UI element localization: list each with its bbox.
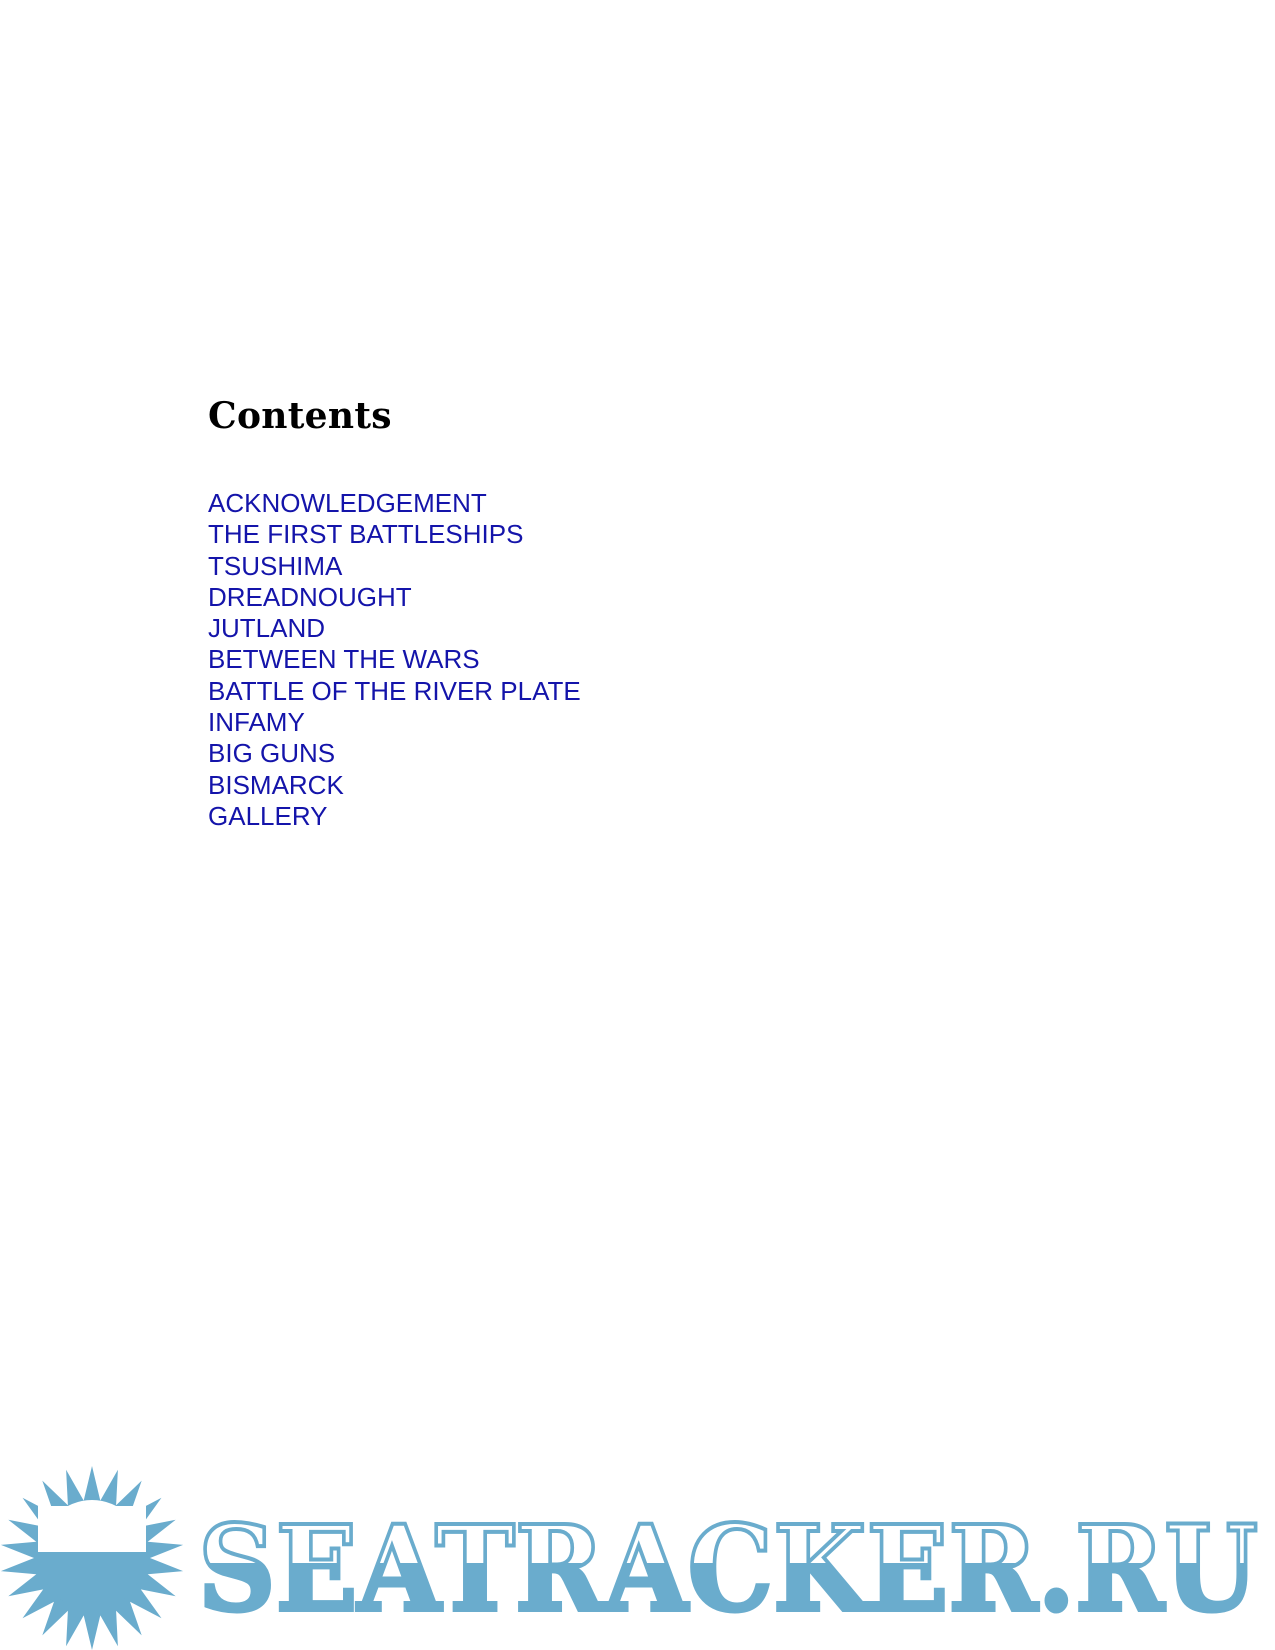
toc-item [208, 644, 581, 675]
toc-link-big-guns[interactable]: BIG GUNS [208, 738, 336, 769]
toc-item [208, 738, 581, 769]
toc-item [208, 707, 581, 738]
toc-item [208, 551, 581, 582]
toc-link-jutland[interactable]: JUTLAND [208, 613, 326, 644]
watermark-text: SEATRACKER.RU [198, 1499, 1258, 1638]
toc-link-between-the-wars[interactable]: BETWEEN THE WARS [208, 644, 480, 675]
toc-link-bismarck[interactable]: BISMARCK [208, 769, 344, 800]
toc-item [208, 488, 581, 519]
page-title: Contents [208, 395, 392, 437]
sun-icon [1, 1466, 183, 1650]
toc-link-acknowledgement[interactable]: ACKNOWLEDGEMENT [208, 488, 487, 518]
toc-item [208, 801, 581, 832]
toc-link-infamy[interactable]: INFAMY [208, 707, 305, 738]
table-of-contents [208, 488, 581, 832]
toc-link-tsushima[interactable]: TSUSHIMA [208, 550, 343, 581]
toc-item [208, 770, 581, 801]
toc-item [208, 582, 581, 613]
toc-item [208, 676, 581, 707]
toc-link-first-battleships[interactable]: THE FIRST BATTLESHIPS [208, 519, 524, 550]
toc-item [208, 613, 581, 644]
toc-link-river-plate[interactable]: BATTLE OF THE RIVER PLATE [208, 675, 581, 706]
toc-item [208, 519, 581, 550]
watermark-banner [0, 1458, 1275, 1650]
toc-link-dreadnought[interactable]: DREADNOUGHT [208, 581, 412, 612]
toc-link-gallery[interactable]: GALLERY [208, 800, 328, 831]
watermark-svg [0, 1458, 1275, 1650]
